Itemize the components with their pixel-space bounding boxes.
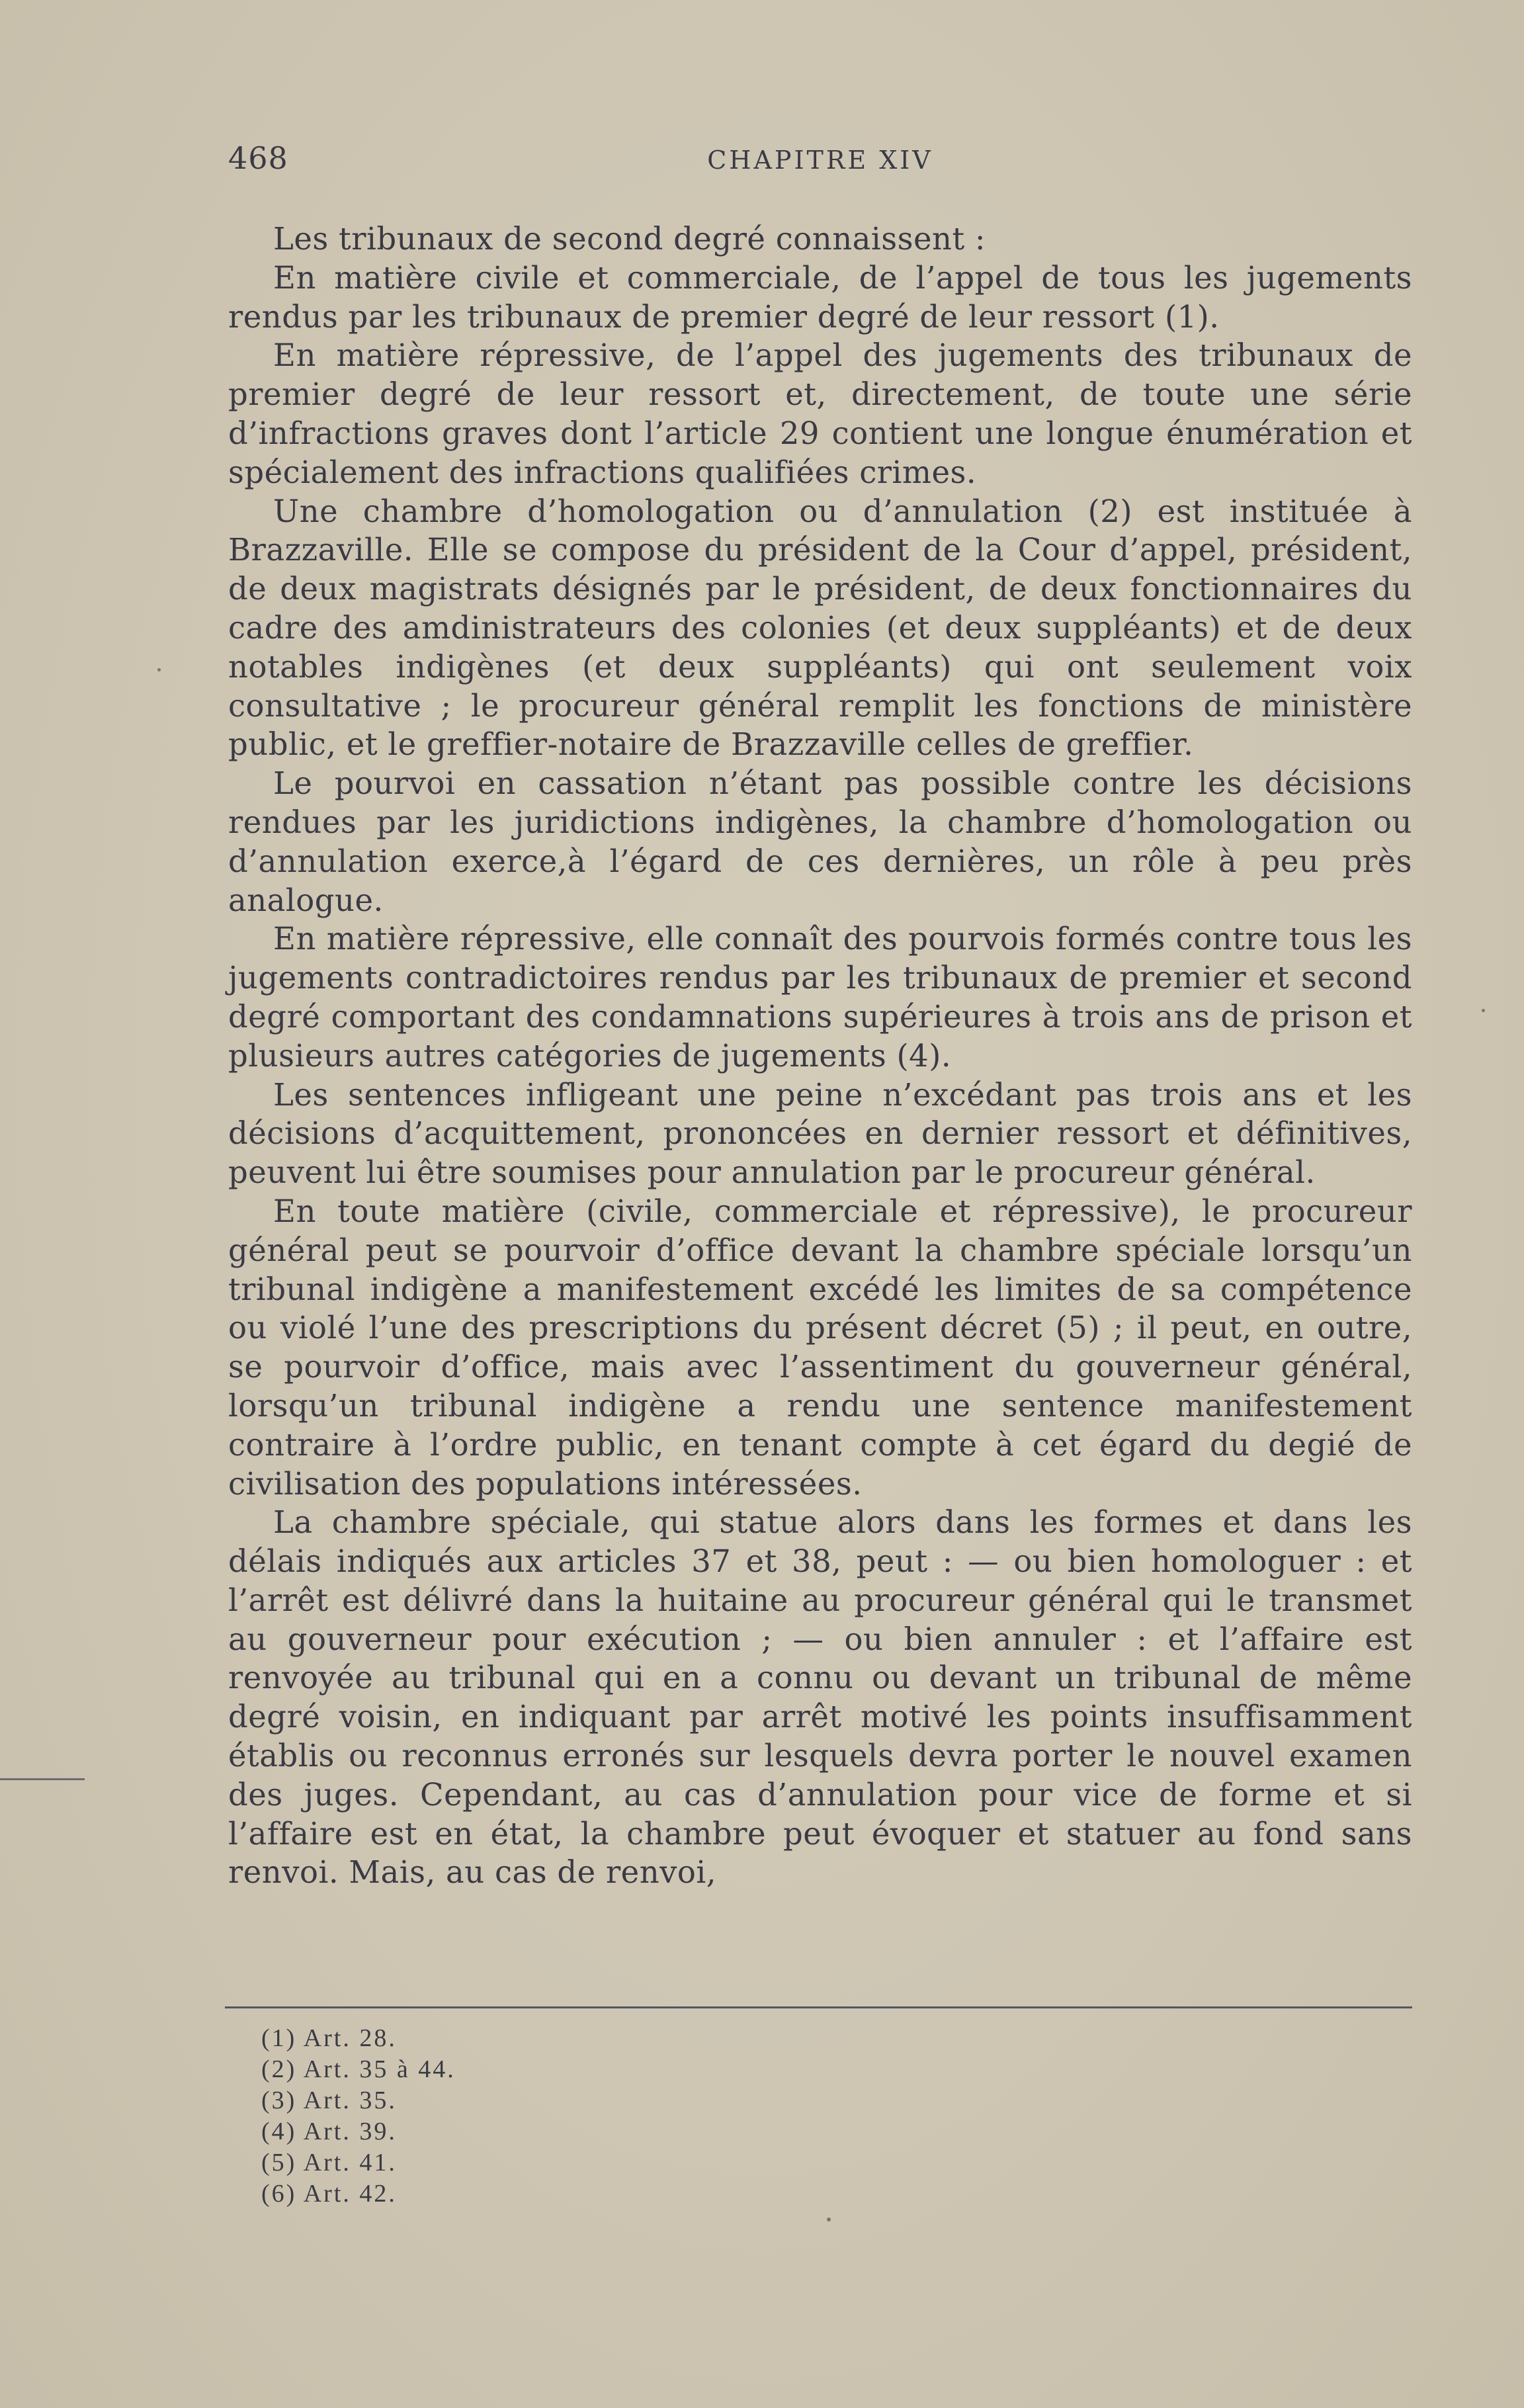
page-number: 468 — [228, 140, 288, 176]
body-text — [228, 220, 1412, 1892]
footnote: (3) Art. 35. — [261, 2086, 397, 2114]
paragraph: En toute matière (civile, commerciale et répressive), le procureur général peut se pourvoir d’office devant la chambre spéciale lorsqu’un tribunal indigène a manifestement excédé les limites de sa compétence ou violé l’une des prescriptions du présent décret (5) ; il peut, en outre, se pourvoir d’office, mais avec l’assentiment du gouverneur général, lorsqu’un tribunal indigène a rendu une sentence manifestement contraire à l’ordre public, en tenant compte à cet égard du degié de civilisation des populations intéressées. — [228, 1193, 1412, 1502]
paragraph: La chambre spéciale, qui statue alors dans les formes et dans les délais indiqués aux articles 37 et 38, peut : — ou bien homologuer : et l’arrêt est délivré dans la huitaine au procureur général qui le transmet au gouverneur pour exécution ; — ou bien annuler : et l’affaire est renvoyée au tribunal qui en a connu ou devant un tribunal de même degré voisin, en indiquant par arrêt motivé les points insuffisamment établis ou reconnus erronés sur lesquels devra porter le nouvel examen des juges. Cependant, au cas d’annulation pour vice de forme et si l’affaire est en état, la chambre peut évoquer et statuer au fond sans renvoi. Mais, au cas de renvoi, — [228, 1504, 1412, 1891]
paper-speck — [1482, 1009, 1485, 1012]
paragraph: Les sentences infligeant une peine n’excédant pas trois ans et les décisions d’acquittement, prononcées en dernier ressort et définitives, peuvent lui être soumises pour annulation par le procureur général. — [228, 1076, 1412, 1191]
paper-speck — [827, 2217, 831, 2221]
paragraph: Le pourvoi en cassation n’étant pas possible contre les décisions rendues par les juridictions indigènes, la chambre d’homologation ou d’annulation exerce,à l’égard de ces dernières, un rôle à peu près analogue. — [228, 765, 1412, 918]
footnote: (1) Art. 28. — [261, 2024, 397, 2052]
footnote: (4) Art. 39. — [261, 2118, 397, 2145]
chapter-title: CHAPITRE XIV — [707, 146, 933, 175]
footnote: (2) Art. 35 à 44. — [261, 2055, 456, 2083]
footnote-divider — [225, 2006, 1412, 2008]
running-header — [228, 140, 1412, 187]
paragraph: En matière répressive, de l’appel des jugements des tribunaux de premier degré de leur ressort et, directement, de toute une série d’infractions graves dont l’article 29 contient une longue énumération et spécialement des infractions qualifiées crimes. — [228, 337, 1412, 490]
footnotes — [261, 2023, 456, 2210]
footnote: (5) Art. 41. — [261, 2149, 397, 2176]
paragraph: En matière répressive, elle connaît des pourvois formés contre tous les jugements contradictoires rendus par les tribunaux de premier et second degré comportant des condamnations supérieures à trois ans de prison et plusieurs autres catégories de jugements (4). — [228, 921, 1412, 1074]
paragraph: Une chambre d’homologation ou d’annulation (2) est instituée à Brazzaville. Elle se compose du président de la Cour d’appel, président, de deux magistrats désignés par le président, de deux fonctionnaires du cadre des amdinistrateurs des colonies (et deux suppléants) et de deux notables indigènes (et deux suppléants) qui ont seulement voix consultative ; le procureur général remplit les fonctions de ministère public, et le greffier-notaire de Brazzaville celles de greffier. — [228, 493, 1412, 763]
paper-speck — [157, 668, 161, 671]
footnote: (6) Art. 42. — [261, 2180, 397, 2208]
paragraph: En matière civile et commerciale, de l’appel de tous les jugements rendus par les tribunaux de premier degré de leur ressort (1). — [228, 259, 1412, 335]
margin-mark — [0, 1778, 85, 1780]
paragraph: Les tribunaux de second degré connaissent : — [273, 221, 986, 257]
